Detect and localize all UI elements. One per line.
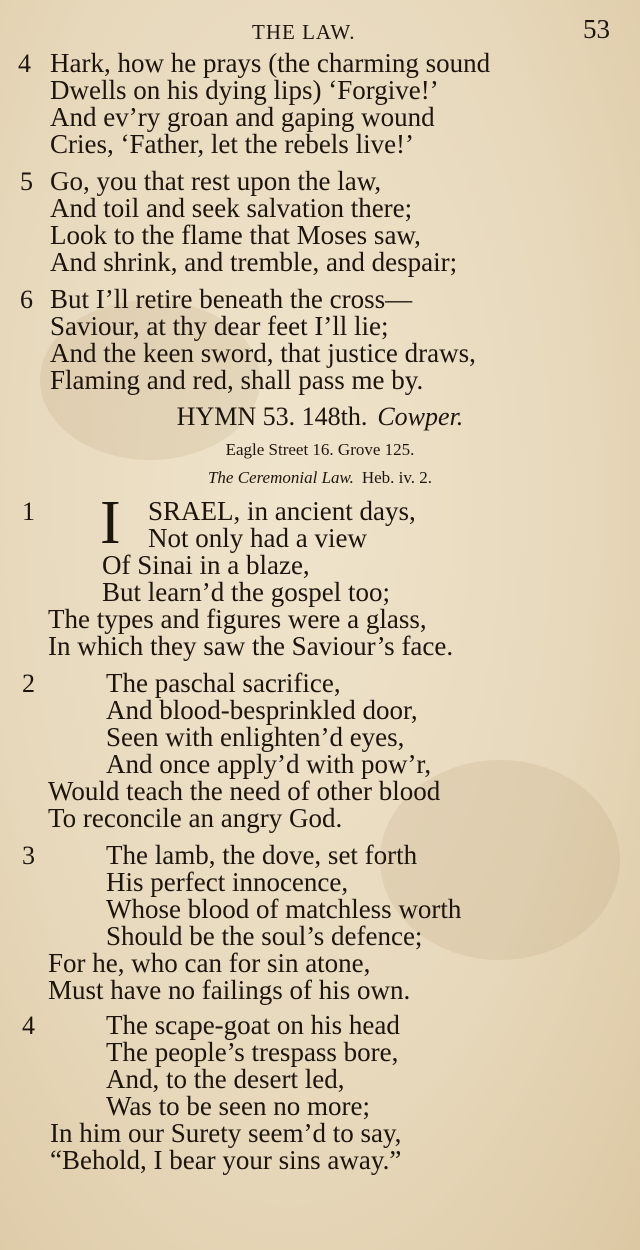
- page-header: [0, 14, 640, 48]
- verse-line: But I’ll retire beneath the cross—: [50, 284, 413, 314]
- drop-cap: I: [100, 489, 121, 557]
- verse-line: And ev’ry groan and gaping wound: [50, 102, 435, 132]
- verse-line: His perfect innocence,: [106, 867, 349, 897]
- verse-line: But learn’d the gospel too;: [102, 577, 390, 607]
- verse-line: And toil and seek salvation there;: [50, 193, 413, 223]
- verse-line: The people’s trespass bore,: [106, 1037, 399, 1067]
- verse-line: The types and figures were a glass,: [48, 604, 427, 634]
- verse-line: Go, you that rest upon the law,: [50, 166, 382, 196]
- verse-line: “Behold, I bear your sins away.”: [50, 1145, 402, 1175]
- verse-line: Cries, ‘Father, let the rebels live!’: [50, 129, 415, 159]
- hymn-subject-line: [0, 468, 640, 488]
- verse-line: Whose blood of matchless worth: [106, 894, 462, 924]
- verse-line: Seen with enlighten’d eyes,: [106, 722, 405, 752]
- verse-line: Should be the soul’s defence;: [106, 921, 423, 951]
- verse-line: To reconcile an angry God.: [48, 803, 343, 833]
- stanza-number: 4: [18, 49, 31, 78]
- verse-line: And the keen sword, that justice draws,: [50, 338, 476, 368]
- hymn-author: Cowper.: [377, 402, 464, 431]
- verse-line: The paschal sacrifice,: [106, 668, 341, 698]
- verse-line: Dwells on his dying lips) ‘Forgive!’: [50, 75, 439, 105]
- hymn-heading: [0, 402, 640, 432]
- verse-line: Was to be seen no more;: [106, 1091, 371, 1121]
- verse-line: SRAEL, in ancient days,: [148, 496, 416, 526]
- verse-line: Hark, how he prays (the charming sound: [50, 48, 491, 78]
- stanza-number: 6: [20, 285, 33, 314]
- hymn-subject: The Ceremonial Law.: [207, 468, 354, 487]
- verse-line: Look to the flame that Moses saw,: [50, 220, 421, 250]
- page-number: 53: [583, 14, 610, 44]
- stanza-number: 2: [22, 669, 35, 698]
- verse-line: Of Sinai in a blaze,: [102, 550, 310, 580]
- stanza-number: 5: [20, 167, 33, 196]
- running-title: THE LAW.: [252, 20, 356, 44]
- stanza-number: 3: [22, 841, 35, 870]
- verse-line: And shrink, and tremble, and despair;: [50, 247, 458, 277]
- verse-line: And blood-besprinkled door,: [106, 695, 418, 725]
- verse-line: Not only had a view: [148, 523, 367, 553]
- stanza-number: 1: [22, 497, 35, 526]
- hymn-tunes: Eagle Street 16. Grove 125.: [225, 440, 415, 459]
- hymn-scripture: Heb. iv. 2.: [361, 468, 433, 487]
- verse-line: And once apply’d with pow’r,: [106, 749, 432, 779]
- verse-line: Would teach the need of other blood: [48, 776, 441, 806]
- verse-line: And, to the desert led,: [106, 1064, 345, 1094]
- verse-line: The lamb, the dove, set forth: [106, 840, 418, 870]
- verse-line: In him our Surety seem’d to say,: [50, 1118, 402, 1148]
- stanza-number: 4: [22, 1011, 35, 1040]
- verse-line: Flaming and red, shall pass me by.: [50, 365, 424, 395]
- verse-line: The scape-goat on his head: [106, 1010, 400, 1040]
- hymn-title: HYMN 53. 148th.: [176, 402, 368, 431]
- verse-line: For he, who can for sin atone,: [48, 948, 371, 978]
- verse-line: Saviour, at thy dear feet I’ll lie;: [50, 311, 389, 341]
- verse-line: Must have no failings of his own.: [48, 975, 411, 1005]
- verse-line: In which they saw the Saviour’s face.: [48, 631, 454, 661]
